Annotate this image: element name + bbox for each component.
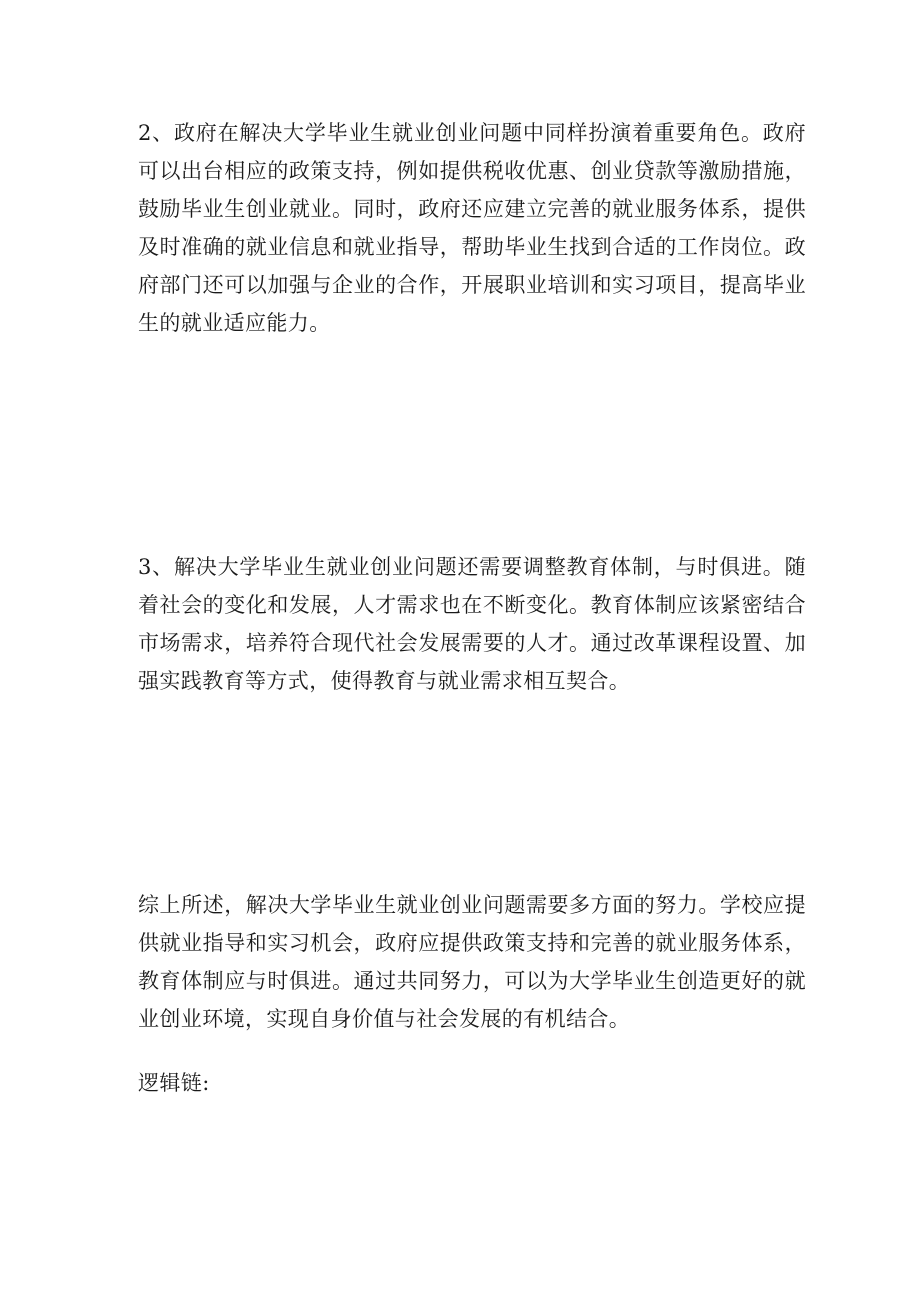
paragraph-government-role: 2、政府在解决大学毕业生就业创业问题中同样扮演着重要角色。政府可以出台相应的政策支持，例如提供税收优惠、创业贷款等激励措施，鼓励毕业生创业就业。同时，政府还应建立完善的就业服务体系，提供及时准确的就业信息和就业指导，帮助毕业生找到合适的工作岗位。政府部门还可以加强与企业的合作，开展职业培训和实习项目，提高毕业生的就业适应能力。 [138, 121, 806, 335]
paragraph-education-reform: 3、解决大学毕业生就业创业问题还需要调整教育体制，与时俱进。随着社会的变化和发展，人才需求也在不断变化。教育体制应该紧密结合市场需求，培养符合现代社会发展需要的人才。通过改革课程设置、加强实践教育等方式，使得教育与就业需求相互契合。 [138, 555, 806, 693]
paragraph-summary: 综上所述，解决大学毕业生就业创业问题需要多方面的努力。学校应提供就业指导和实习机会，政府应提供政策支持和完善的就业服务体系，教育体制应与时俱进。通过共同努力，可以为大学毕业生创造更好的就业创业环境，实现自身价值与社会发展的有机结合。 [138, 893, 806, 1031]
logic-chain-label: 逻辑链: [138, 1071, 210, 1095]
